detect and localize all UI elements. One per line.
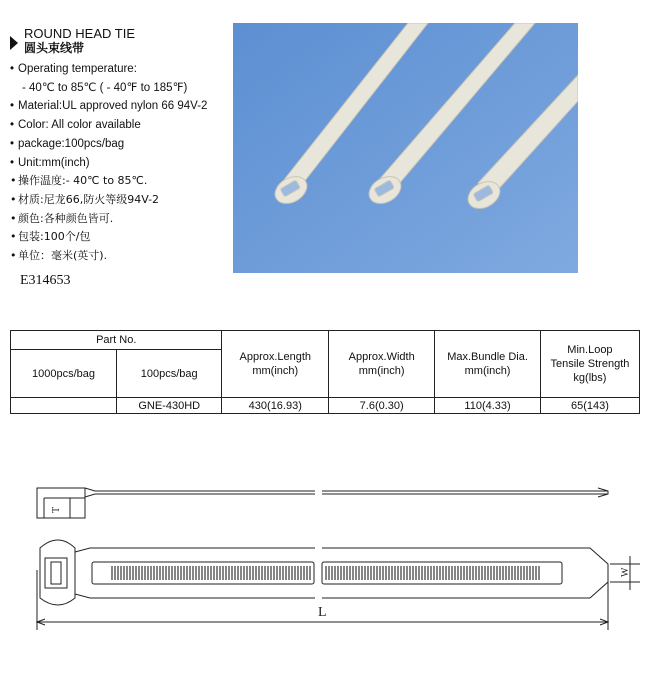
- table-row: [11, 398, 640, 414]
- spec-text: 包装:100个/包: [18, 230, 91, 244]
- bullet-icon: •: [10, 63, 15, 75]
- spec-text: Color: All color available: [18, 119, 141, 132]
- length-label: L: [318, 605, 327, 620]
- cell-bundle: 110(4.33): [435, 398, 541, 414]
- bullet-icon: •: [10, 249, 17, 263]
- spec-item: [10, 191, 230, 210]
- spec-text: Unit:mm(inch): [18, 156, 90, 169]
- cell-length: 430(16.93): [222, 398, 329, 414]
- bullet-icon: •: [10, 230, 17, 244]
- spec-item: [10, 116, 230, 135]
- ratchet-teeth: [112, 566, 539, 580]
- bullet-icon: •: [10, 174, 17, 188]
- triangle-bullet-icon: [10, 36, 18, 50]
- spec-item: [10, 247, 230, 266]
- spec-text: 操作温度:- 40℃ to 85℃.: [18, 174, 148, 188]
- table-header-row: [11, 331, 640, 350]
- bullet-icon: •: [10, 156, 15, 169]
- spec-text: 单位：毫米(英寸).: [18, 249, 108, 263]
- product-header: [10, 26, 230, 266]
- bullet-icon: •: [10, 119, 15, 132]
- technical-drawing: [0, 470, 650, 640]
- cell-tensile: 65(143): [540, 398, 639, 414]
- spec-item: [10, 228, 230, 247]
- product-titles: [24, 26, 135, 56]
- bullet-icon: •: [10, 211, 17, 225]
- spec-item: [10, 60, 230, 79]
- svg-text:T: T: [51, 506, 62, 513]
- product-title-en: ROUND HEAD TIE: [24, 26, 135, 41]
- spec-item: [10, 172, 230, 191]
- tensile-header: Min.Loop Tensile Strength kg(lbs): [540, 331, 639, 398]
- cell-1000pcs: [11, 398, 117, 414]
- cell-100pcs: GNE-430HD: [116, 398, 222, 414]
- title-row: [10, 26, 230, 56]
- col-1000pcs: 1000pcs/bag: [11, 350, 117, 398]
- bullet-icon: •: [10, 192, 17, 206]
- product-photo: [233, 23, 578, 273]
- top-view: [40, 540, 608, 605]
- side-view: [37, 488, 608, 518]
- col-100pcs: 100pcs/bag: [116, 350, 222, 398]
- spec-item: [10, 135, 230, 154]
- spec-item: [10, 97, 230, 116]
- spec-text: 颜色:各种颜色皆可.: [18, 211, 114, 225]
- part-no-header: Part No.: [11, 331, 222, 350]
- width-header: Approx.Width mm(inch): [329, 331, 435, 398]
- bullet-icon: •: [10, 100, 15, 113]
- spec-text: 材质:尼龙66,防火等级94V-2: [18, 192, 160, 206]
- parts-table: [10, 330, 640, 414]
- spec-text: package:100pcs/bag: [18, 137, 125, 150]
- spec-text: Material:UL approved nylon 66 94V-2: [18, 100, 208, 113]
- spec-item: [10, 154, 230, 173]
- spec-list: [10, 60, 230, 266]
- length-header: Approx.Length mm(inch): [222, 331, 329, 398]
- spec-text: Operating temperature:: [18, 63, 137, 75]
- cell-width: 7.6(0.30): [329, 398, 435, 414]
- product-title-zh: 圆头束线带: [24, 41, 85, 55]
- bullet-icon: •: [10, 137, 15, 150]
- spec-item: [10, 79, 230, 98]
- width-label: W: [620, 567, 631, 577]
- certification-number: E314653: [20, 273, 71, 288]
- spec-item: [10, 210, 230, 229]
- bundle-header: Max.Bundle Dia. mm(inch): [435, 331, 541, 398]
- spec-text: - 40℃ to 85℃ ( - 40℉ to 185℉): [22, 81, 188, 94]
